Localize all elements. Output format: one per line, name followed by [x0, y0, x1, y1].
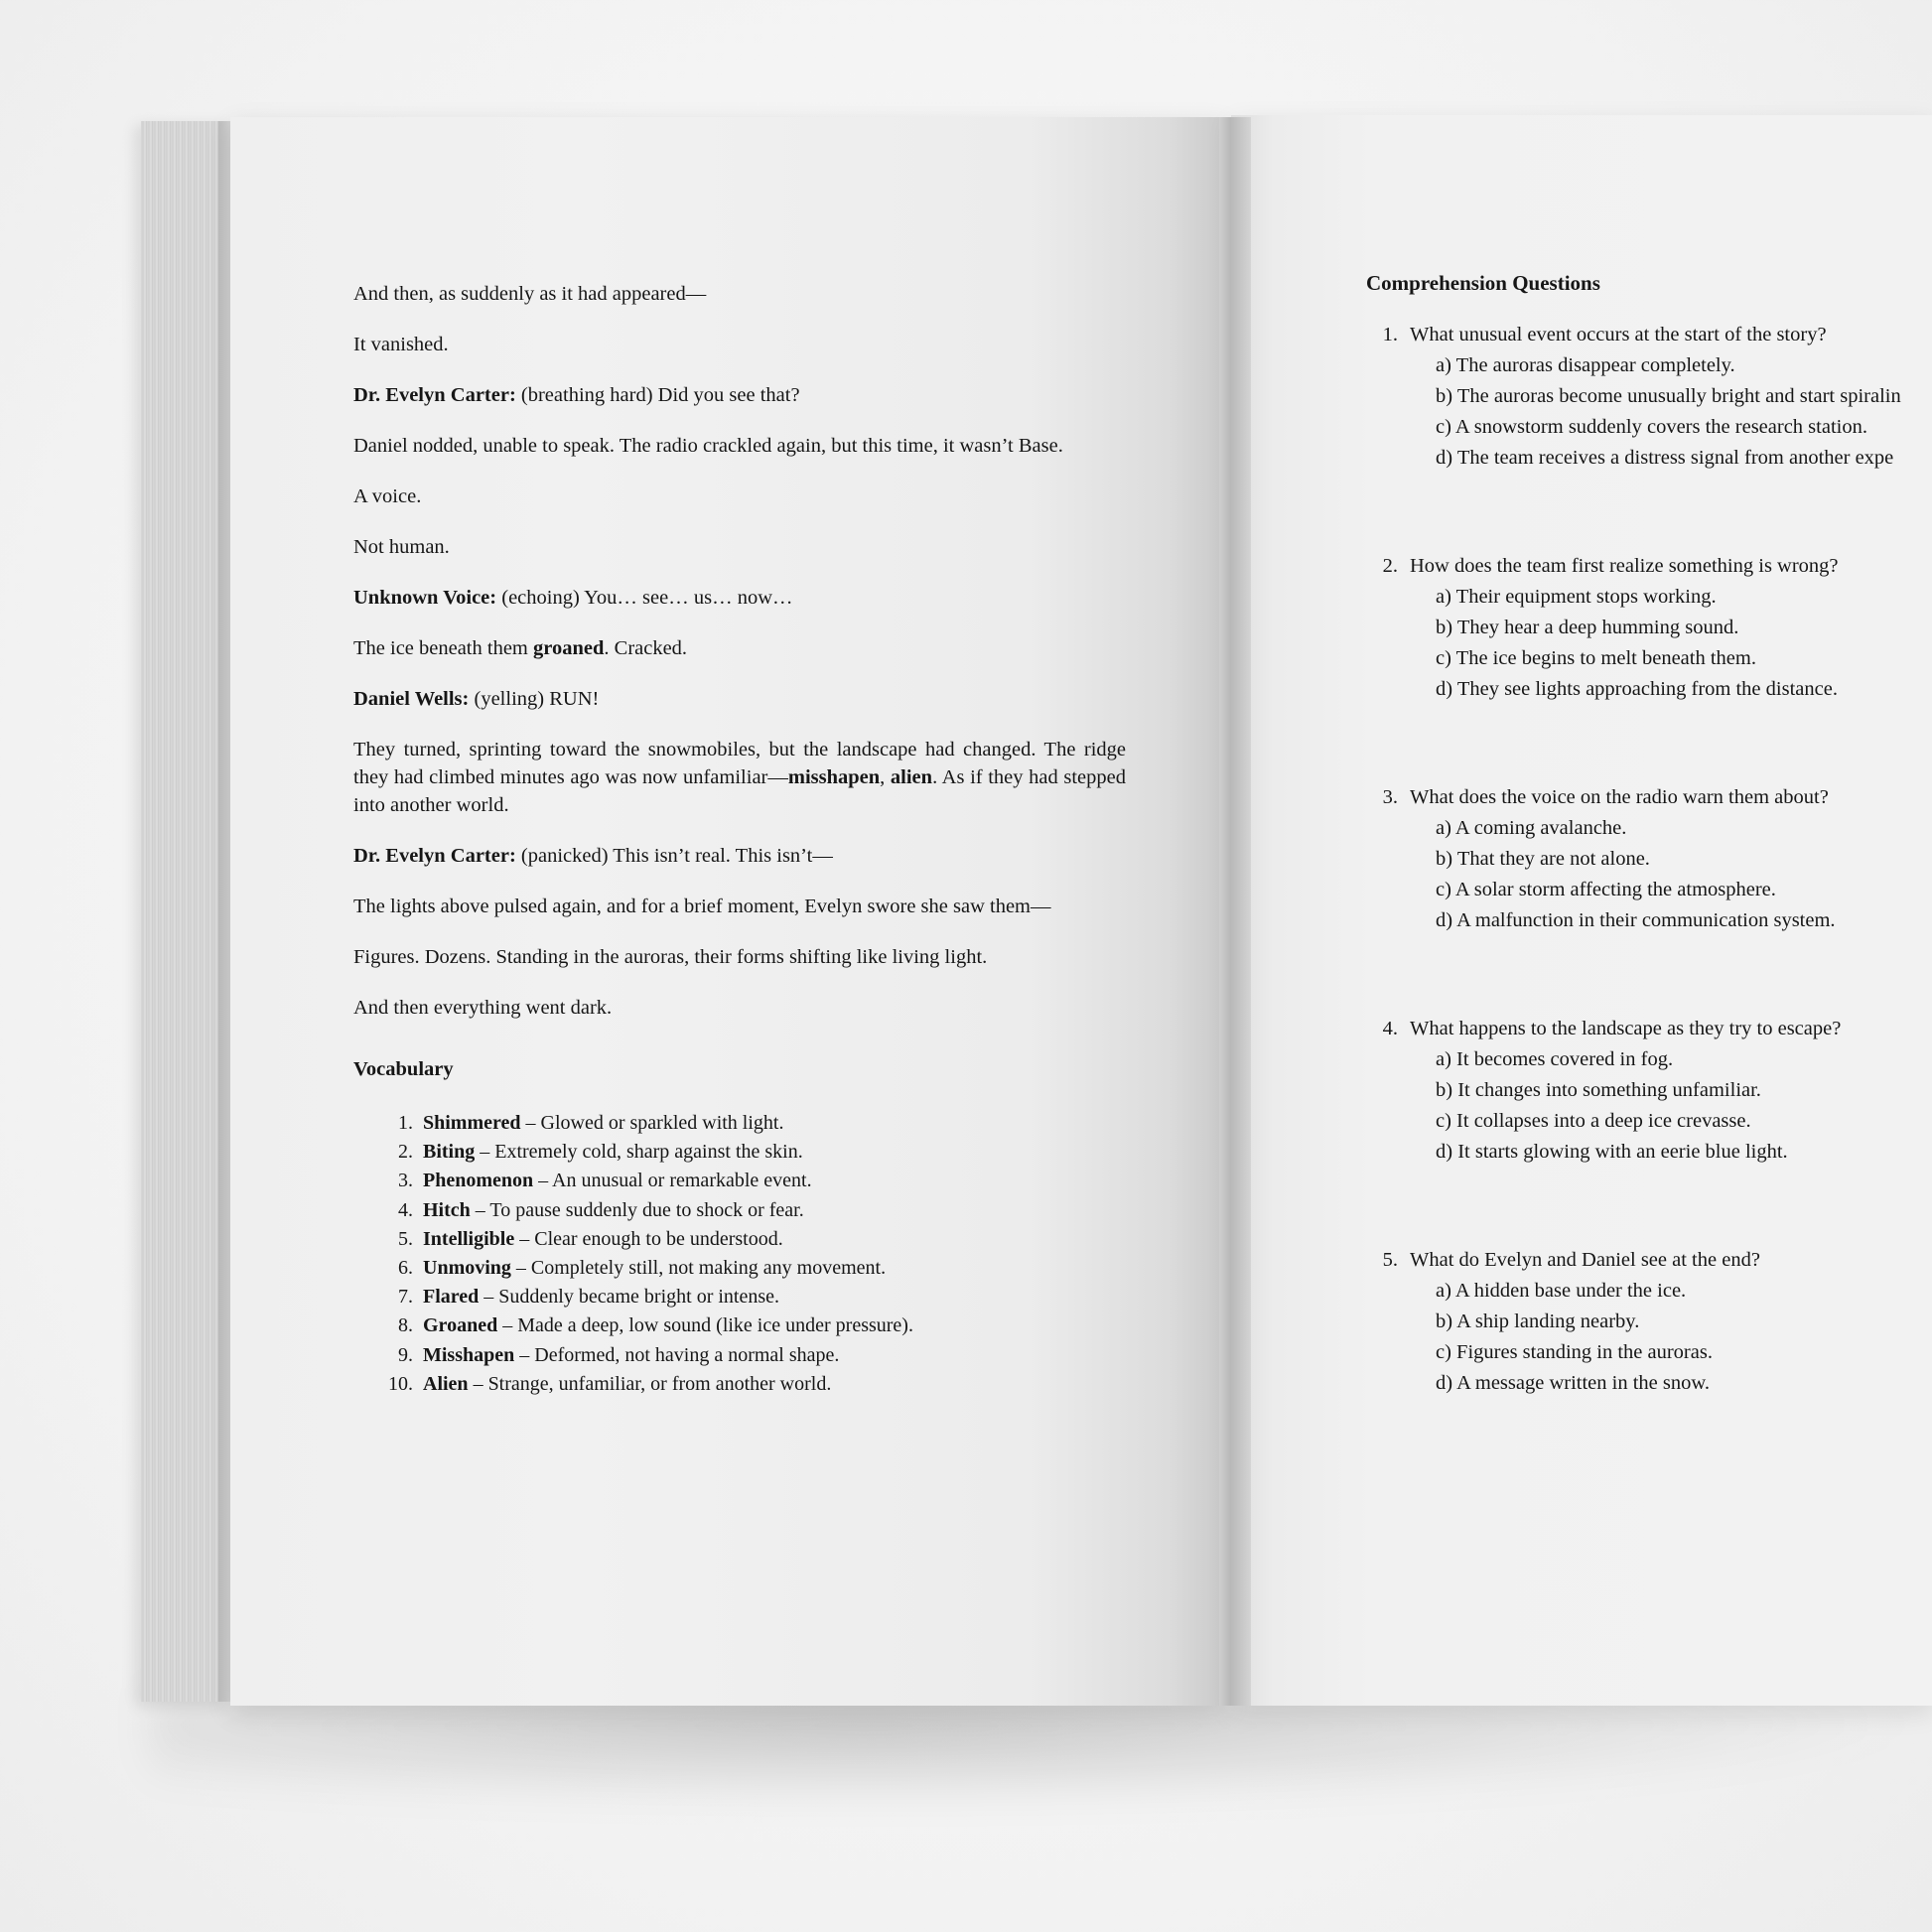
dialogue-text: (yelling) RUN! — [469, 688, 600, 710]
vocabulary-item — [353, 1370, 1126, 1399]
speaker-name: Unknown Voice: — [353, 587, 497, 609]
answer-option: b) That they are not alone. — [1436, 848, 1650, 870]
answer-option: d) It starts glowing with an eerie blue light. — [1436, 1141, 1788, 1163]
answer-option: b) It changes into something unfamiliar. — [1436, 1079, 1761, 1101]
paragraph-text: The ice beneath them — [353, 637, 533, 659]
paragraph-text: A voice. — [353, 485, 422, 507]
dialogue-text: (echoing) You… see… us… now… — [496, 587, 793, 609]
paragraph-text: It vanished. — [353, 334, 449, 355]
question-number: 4. — [1382, 1018, 1398, 1039]
question-line — [1366, 1014, 1932, 1044]
question-text: How does the team first realize something is wrong? — [1410, 555, 1839, 577]
vocabulary-item — [353, 1225, 1126, 1254]
question-line — [1366, 782, 1932, 813]
vocab-term: Phenomenon — [423, 1170, 534, 1192]
item-number: 2. — [398, 1141, 413, 1164]
book-gutter — [1219, 117, 1251, 1706]
vocabulary-item — [353, 1167, 1126, 1195]
vocab-word: misshapen — [787, 766, 881, 788]
paragraph-text: And then everything went dark. — [353, 997, 613, 1019]
dialogue-line — [353, 584, 1126, 612]
paragraph-text: . Cracked. — [604, 637, 688, 659]
item-number: 5. — [398, 1227, 413, 1250]
vocabulary-heading: Vocabulary — [353, 1058, 454, 1080]
question-line — [1366, 1245, 1932, 1276]
vocabulary-item — [353, 1109, 1126, 1138]
item-number: 1. — [398, 1112, 413, 1134]
item-number: 9. — [398, 1343, 413, 1366]
dialogue-text: (panicked) This isn’t real. This isn’t— — [515, 845, 833, 867]
answer-option: d) The team receives a distress signal from another expe — [1436, 447, 1894, 469]
item-number: 3. — [398, 1170, 413, 1192]
vocab-term: Misshapen — [423, 1343, 515, 1366]
question-text: What happens to the landscape as they try to escape? — [1410, 1018, 1842, 1039]
paragraph-text: Daniel nodded, unable to speak. The radio crackled again, but this time, it wasn’t Base. — [353, 435, 1063, 457]
comprehension-heading: Comprehension Questions — [1366, 271, 1600, 295]
answer-option: a) Their equipment stops working. — [1436, 586, 1717, 608]
paragraph — [353, 483, 1126, 510]
item-number: 10. — [388, 1372, 413, 1395]
question-text: What does the voice on the radio warn them about? — [1410, 786, 1829, 808]
vocab-word: groaned — [533, 637, 605, 659]
item-number: 6. — [398, 1257, 413, 1280]
page-edges — [141, 121, 232, 1702]
vocab-definition: – Clear enough to be understood. — [514, 1227, 783, 1250]
paragraph — [353, 943, 1126, 971]
question-block — [1366, 1245, 1932, 1399]
vocab-definition: – Extremely cold, sharp against the skin. — [475, 1141, 803, 1164]
paragraph-text: The lights above pulsed again, and for a brief moment, Evelyn swore she saw them— — [353, 896, 1051, 917]
paragraph — [353, 432, 1126, 460]
left-page-text — [353, 280, 1126, 1399]
vocab-definition: – Deformed, not having a normal shape. — [514, 1343, 840, 1366]
question-text: What do Evelyn and Daniel see at the end? — [1410, 1249, 1760, 1271]
vocab-definition: – Completely still, not making any movement. — [510, 1257, 887, 1280]
vocab-term: Unmoving — [423, 1257, 511, 1280]
question-block — [1366, 1014, 1932, 1168]
answer-option: d) They see lights approaching from the distance. — [1436, 678, 1838, 700]
vocabulary-item — [353, 1341, 1126, 1370]
question-block — [1366, 782, 1932, 936]
paragraph — [353, 994, 1126, 1022]
paragraph-text: , — [880, 766, 891, 788]
speaker-name: Dr. Evelyn Carter: — [353, 384, 516, 406]
paragraph — [353, 634, 1126, 662]
paragraph-text: They turned, sprinting toward the snowmobiles, but the landscape had changed. The ridge they had climbed minutes ago was now unfamiliar— — [353, 739, 1126, 788]
item-number: 8. — [398, 1314, 413, 1337]
book-shadow — [149, 1688, 1932, 1807]
vocab-term: Alien — [423, 1372, 469, 1395]
dialogue-line — [353, 381, 1126, 409]
question-number: 1. — [1382, 324, 1398, 345]
paragraph — [353, 893, 1126, 920]
question-block — [1366, 551, 1932, 705]
paragraph — [353, 280, 1126, 308]
answer-option: b) A ship landing nearby. — [1436, 1311, 1640, 1332]
question-text: What unusual event occurs at the start of the story? — [1410, 324, 1827, 345]
paragraph-text: Figures. Dozens. Standing in the auroras, their forms shifting like living light. — [353, 946, 988, 968]
answer-option: a) It becomes covered in fog. — [1436, 1048, 1674, 1070]
vocabulary-item — [353, 1254, 1126, 1283]
vocab-term: Groaned — [423, 1314, 498, 1337]
dialogue-line — [353, 685, 1126, 713]
answer-option: a) The auroras disappear completely. — [1436, 354, 1735, 376]
speaker-name: Dr. Evelyn Carter: — [353, 845, 516, 867]
item-number: 4. — [398, 1198, 413, 1221]
vocab-definition: – Suddenly became bright or intense. — [479, 1286, 780, 1309]
answer-option: c) Figures standing in the auroras. — [1436, 1341, 1713, 1363]
paragraph — [353, 736, 1126, 819]
vocab-term: Intelligible — [423, 1227, 515, 1250]
paragraph-text: . As if they had stepped into another world. — [353, 766, 1126, 816]
vocab-definition: – Glowed or sparkled with light. — [520, 1112, 784, 1134]
paragraph-text: And then, as suddenly as it had appeared— — [353, 283, 707, 305]
right-page-text — [1366, 271, 1932, 1476]
vocab-definition: – Strange, unfamiliar, or from another world. — [468, 1372, 832, 1395]
answer-option: b) They hear a deep humming sound. — [1436, 617, 1739, 638]
answer-option: c) It collapses into a deep ice crevasse. — [1436, 1110, 1751, 1132]
question-number: 2. — [1382, 555, 1398, 577]
question-block — [1366, 320, 1932, 474]
speaker-name: Daniel Wells: — [353, 688, 470, 710]
vocab-term: Shimmered — [423, 1112, 521, 1134]
answer-option: b) The auroras become unusually bright and start spiralin — [1436, 385, 1901, 407]
answer-option: a) A coming avalanche. — [1436, 817, 1627, 839]
vocabulary-item — [353, 1196, 1126, 1225]
item-number: 7. — [398, 1286, 413, 1309]
question-line — [1366, 320, 1932, 350]
vocabulary-item — [353, 1311, 1126, 1340]
dialogue-text: (breathing hard) Did you see that? — [515, 384, 800, 406]
vocab-term: Hitch — [423, 1198, 471, 1221]
vocab-definition: – An unusual or remarkable event. — [533, 1170, 812, 1192]
answer-option: c) A solar storm affecting the atmosphere. — [1436, 879, 1776, 900]
vocab-definition: – To pause suddenly due to shock or fear. — [470, 1198, 804, 1221]
answer-option: c) A snowstorm suddenly covers the research station. — [1436, 416, 1867, 438]
answer-option: d) A message written in the snow. — [1436, 1372, 1710, 1394]
paragraph — [353, 331, 1126, 358]
question-number: 3. — [1382, 786, 1398, 808]
vocab-definition: – Made a deep, low sound (like ice under pressure). — [497, 1314, 913, 1337]
paragraph-text: Not human. — [353, 536, 450, 558]
vocab-term: Biting — [423, 1141, 476, 1164]
answer-option: d) A malfunction in their communication system. — [1436, 909, 1836, 931]
question-number: 5. — [1382, 1249, 1398, 1271]
vocabulary-item — [353, 1138, 1126, 1167]
paragraph — [353, 533, 1126, 561]
dialogue-line — [353, 842, 1126, 870]
question-line — [1366, 551, 1932, 582]
vocab-term: Flared — [423, 1286, 480, 1309]
vocabulary-list — [353, 1109, 1126, 1399]
vocabulary-item — [353, 1283, 1126, 1311]
vocab-word: alien — [890, 766, 933, 788]
answer-option: a) A hidden base under the ice. — [1436, 1280, 1687, 1302]
answer-option: c) The ice begins to melt beneath them. — [1436, 647, 1756, 669]
